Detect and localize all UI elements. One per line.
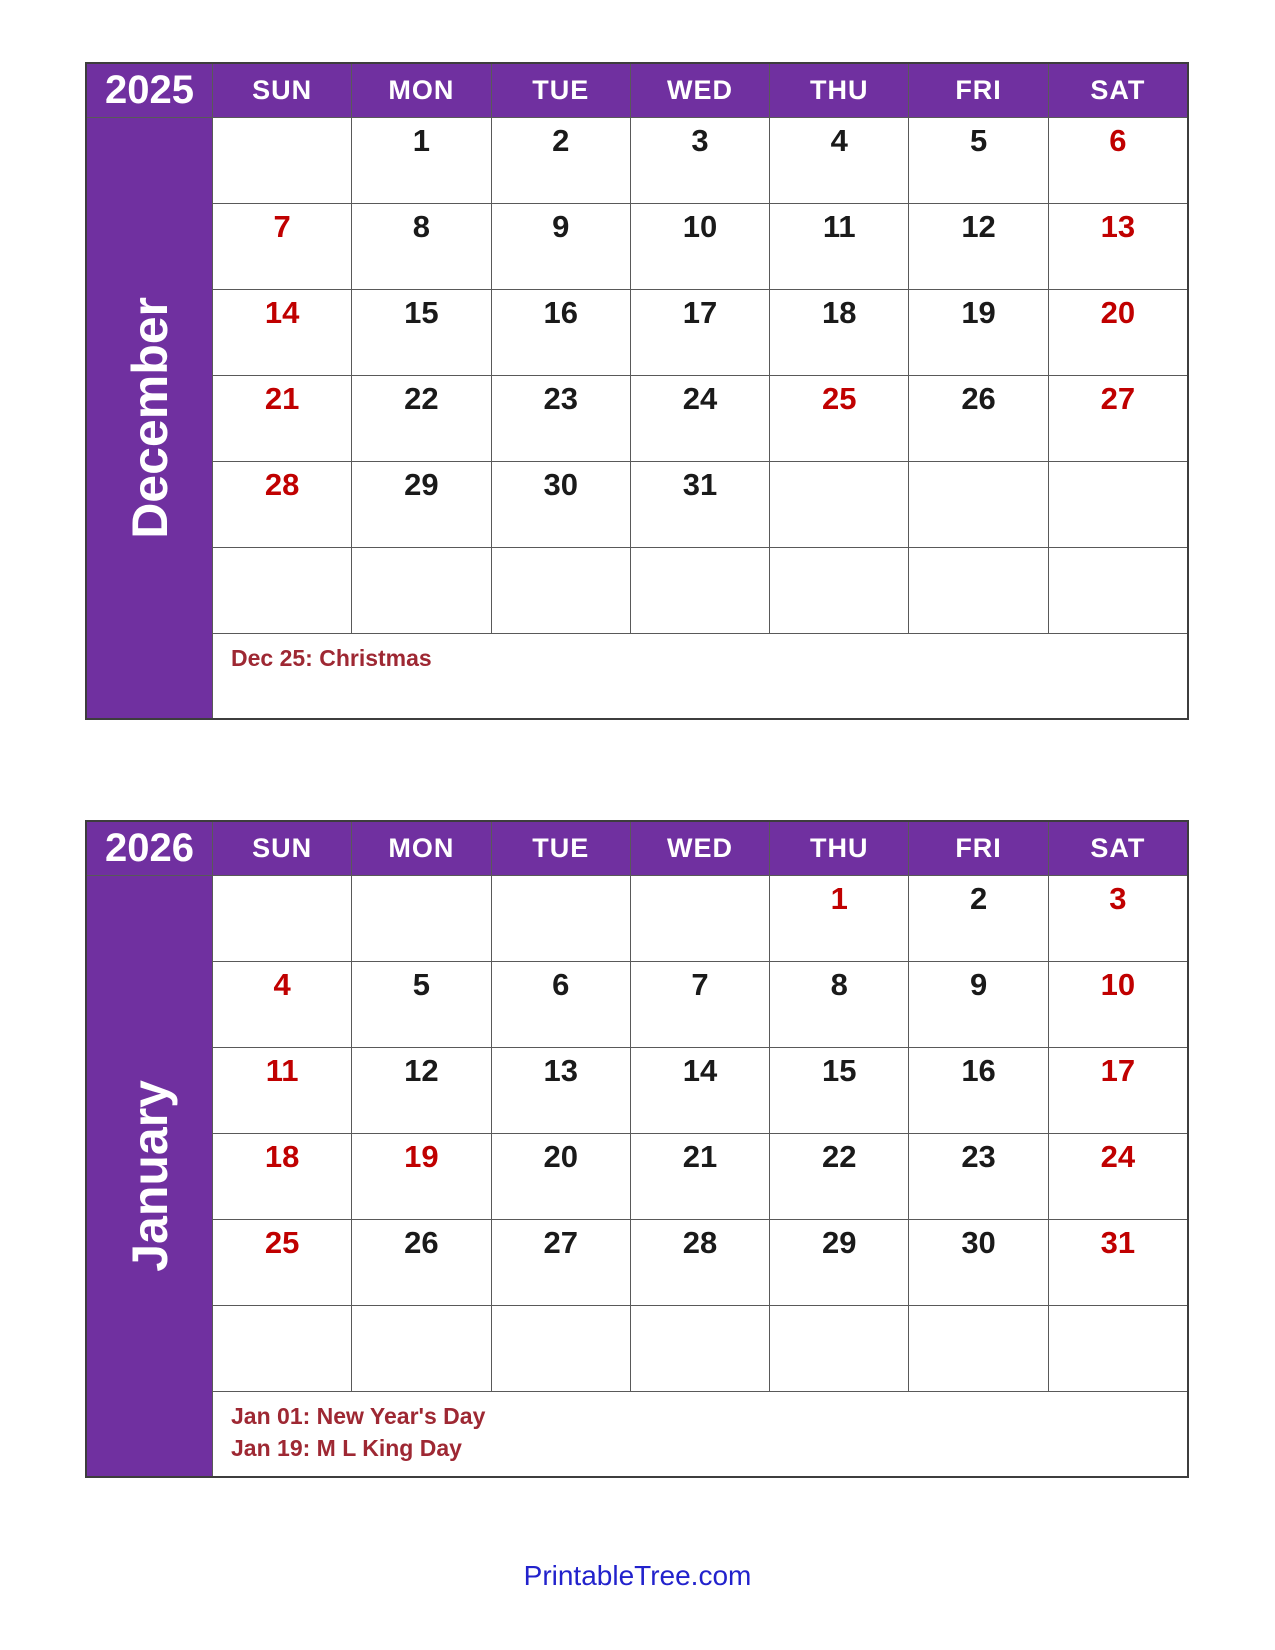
day-number: 1	[830, 881, 848, 916]
day-number: 24	[1100, 1139, 1136, 1174]
day-number: 4	[830, 123, 848, 158]
day-number: 5	[969, 123, 988, 158]
day-number: 31	[682, 467, 718, 502]
date-cell	[770, 376, 908, 461]
date-cell	[492, 962, 630, 1047]
day-number: 20	[543, 1139, 578, 1174]
day-number: 1	[412, 123, 431, 158]
date-cell	[213, 118, 351, 203]
date-cell	[909, 462, 1047, 547]
date-cell	[1049, 1048, 1187, 1133]
date-cell	[492, 118, 630, 203]
day-number: 14	[682, 1053, 718, 1088]
day-number: 8	[412, 209, 431, 244]
day-number: 15	[404, 295, 439, 330]
date-cell	[492, 548, 630, 633]
day-number: 30	[543, 467, 578, 502]
date-cell	[909, 876, 1047, 961]
date-cell	[492, 876, 630, 961]
date-cell	[631, 118, 769, 203]
day-number: 11	[265, 1053, 299, 1088]
day-number: 21	[264, 381, 300, 416]
calendar-december-2025	[85, 62, 1189, 720]
date-cell	[909, 548, 1047, 633]
date-cell	[492, 1306, 630, 1391]
day-number: 13	[1100, 209, 1136, 244]
date-cell	[492, 462, 630, 547]
day-number: 22	[404, 381, 439, 416]
date-cell	[213, 876, 351, 961]
day-number: 19	[404, 1139, 439, 1174]
date-cell	[1049, 1134, 1187, 1219]
day-header-sat: SAT	[1049, 64, 1187, 117]
date-cell	[1049, 962, 1187, 1047]
footer	[0, 1560, 1275, 1592]
date-cell	[492, 1048, 630, 1133]
date-cell	[1049, 290, 1187, 375]
date-cell	[352, 118, 490, 203]
day-header-sun: SUN	[213, 822, 351, 875]
day-number: 25	[264, 1225, 300, 1260]
date-cell	[492, 204, 630, 289]
day-number: 20	[1100, 295, 1136, 330]
day-number: 28	[264, 467, 300, 502]
day-number: 9	[552, 209, 570, 244]
day-header-mon: MON	[352, 64, 490, 117]
day-number: 2	[552, 123, 570, 158]
day-number: 17	[682, 295, 718, 330]
date-cell	[213, 376, 351, 461]
day-number: 12	[404, 1053, 439, 1088]
date-cell	[909, 1048, 1047, 1133]
calendar-january-2026	[85, 820, 1189, 1478]
day-header-thu: THU	[770, 822, 908, 875]
day-number: 13	[543, 1053, 578, 1088]
date-cell	[909, 1306, 1047, 1391]
day-number: 18	[822, 295, 857, 330]
date-cell	[352, 1048, 490, 1133]
day-number: 3	[1109, 881, 1127, 916]
date-cell	[213, 290, 351, 375]
holiday-notes	[213, 634, 1187, 718]
date-cell	[492, 1134, 630, 1219]
day-number: 29	[822, 1225, 857, 1260]
day-number: 6	[552, 967, 570, 1002]
day-number: 14	[264, 295, 300, 330]
day-number: 27	[1100, 381, 1136, 416]
day-number: 16	[961, 1053, 996, 1088]
day-number: 3	[691, 123, 709, 158]
day-number: 11	[822, 209, 856, 244]
date-cell	[631, 962, 769, 1047]
day-number: 26	[404, 1225, 439, 1260]
date-cell	[631, 1048, 769, 1133]
day-header-mon: MON	[352, 822, 490, 875]
date-cell	[631, 462, 769, 547]
day-number: 10	[682, 209, 718, 244]
date-cell	[213, 1306, 351, 1391]
day-number: 24	[682, 381, 718, 416]
date-cell	[909, 1220, 1047, 1305]
date-cell	[492, 376, 630, 461]
day-number: 19	[961, 295, 996, 330]
date-cell	[909, 204, 1047, 289]
month-label: January	[121, 1080, 178, 1272]
date-cell	[213, 548, 351, 633]
year-label: 2025	[87, 64, 212, 117]
day-number: 7	[691, 967, 709, 1002]
date-cell	[770, 1220, 908, 1305]
date-cell	[909, 290, 1047, 375]
day-number: 9	[969, 967, 988, 1002]
day-number: 27	[543, 1225, 578, 1260]
day-number: 10	[1100, 967, 1136, 1002]
day-header-wed: WED	[631, 64, 769, 117]
date-cell	[352, 1134, 490, 1219]
day-number: 5	[412, 967, 431, 1002]
holiday-note: Jan 01: New Year's Day	[231, 1403, 486, 1429]
day-header-wed: WED	[631, 822, 769, 875]
date-cell	[909, 962, 1047, 1047]
date-cell	[770, 548, 908, 633]
date-cell	[631, 876, 769, 961]
date-cell	[352, 1220, 490, 1305]
date-cell	[909, 376, 1047, 461]
date-cell	[492, 1220, 630, 1305]
date-cell	[770, 204, 908, 289]
footer-link[interactable]: PrintableTree.com	[523, 1560, 752, 1591]
month-sidebar	[87, 118, 212, 718]
day-header-thu: THU	[770, 64, 908, 117]
day-number: 23	[961, 1139, 996, 1174]
date-cell	[631, 1220, 769, 1305]
date-cell	[1049, 376, 1187, 461]
date-cell	[631, 1306, 769, 1391]
date-cell	[770, 462, 908, 547]
date-cell	[352, 962, 490, 1047]
date-cell	[213, 962, 351, 1047]
month-sidebar	[87, 876, 212, 1476]
holiday-note: Dec 25: Christmas	[231, 645, 432, 671]
day-number: 22	[822, 1139, 857, 1174]
day-header-fri: FRI	[909, 822, 1047, 875]
day-number: 28	[682, 1225, 718, 1260]
day-header-tue: TUE	[492, 822, 630, 875]
date-cell	[1049, 204, 1187, 289]
day-number: 12	[961, 209, 996, 244]
date-cell	[492, 290, 630, 375]
date-cell	[770, 118, 908, 203]
day-number: 2	[969, 881, 988, 916]
day-number: 4	[273, 967, 291, 1002]
date-cell	[631, 204, 769, 289]
date-cell	[909, 118, 1047, 203]
day-header-fri: FRI	[909, 64, 1047, 117]
day-number: 26	[961, 381, 996, 416]
date-cell	[1049, 1306, 1187, 1391]
day-number: 21	[682, 1139, 718, 1174]
day-number: 8	[830, 967, 848, 1002]
date-cell	[631, 290, 769, 375]
date-cell	[213, 1048, 351, 1133]
day-number: 17	[1100, 1053, 1136, 1088]
date-cell	[1049, 876, 1187, 961]
date-cell	[213, 204, 351, 289]
holiday-note: Jan 19: M L King Day	[231, 1435, 462, 1462]
date-cell	[770, 1134, 908, 1219]
date-cell	[770, 1306, 908, 1391]
day-number: 7	[273, 209, 291, 244]
day-header-sat: SAT	[1049, 822, 1187, 875]
year-label: 2026	[87, 822, 212, 875]
date-cell	[770, 876, 908, 961]
date-cell	[213, 462, 351, 547]
day-number: 29	[404, 467, 439, 502]
date-cell	[352, 462, 490, 547]
day-number: 6	[1109, 123, 1127, 158]
holiday-notes	[213, 1392, 1187, 1476]
date-cell	[352, 548, 490, 633]
date-cell	[631, 1134, 769, 1219]
date-cell	[1049, 462, 1187, 547]
date-cell	[1049, 118, 1187, 203]
day-number: 18	[264, 1139, 300, 1174]
date-cell	[352, 1306, 490, 1391]
date-cell	[352, 290, 490, 375]
date-cell	[213, 1134, 351, 1219]
date-cell	[631, 376, 769, 461]
day-header-tue: TUE	[492, 64, 630, 117]
day-number: 30	[961, 1225, 996, 1260]
date-cell	[1049, 548, 1187, 633]
date-cell	[770, 962, 908, 1047]
date-cell	[352, 376, 490, 461]
date-cell	[770, 290, 908, 375]
day-header-sun: SUN	[213, 64, 351, 117]
day-number: 23	[543, 381, 578, 416]
day-number: 15	[822, 1053, 857, 1088]
date-cell	[909, 1134, 1047, 1219]
month-label: December	[121, 297, 178, 539]
date-cell	[213, 1220, 351, 1305]
date-cell	[1049, 1220, 1187, 1305]
date-cell	[631, 548, 769, 633]
day-number: 16	[543, 295, 578, 330]
date-cell	[770, 1048, 908, 1133]
day-number: 31	[1100, 1225, 1136, 1260]
date-cell	[352, 876, 490, 961]
day-number: 25	[822, 381, 857, 416]
date-cell	[352, 204, 490, 289]
